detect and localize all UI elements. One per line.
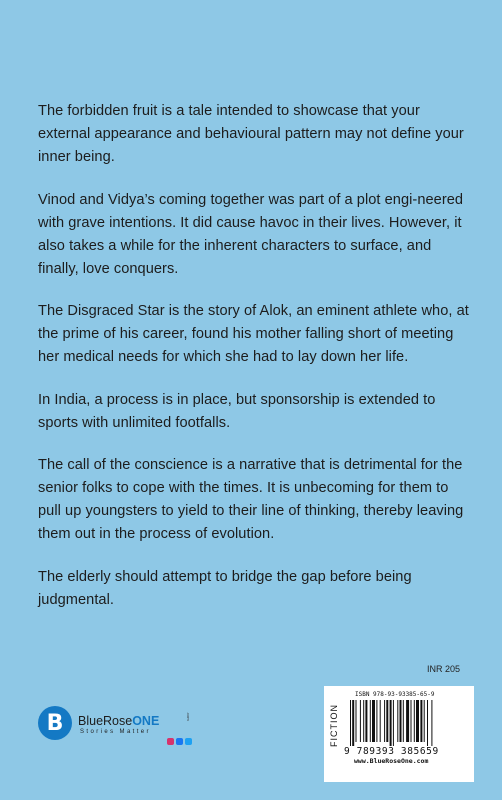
- publisher-website: www.BlueRoseOne.com: [354, 757, 429, 765]
- price-label: INR 205: [427, 664, 461, 674]
- genre-label: FICTION: [329, 704, 339, 748]
- isbn-label: ISBN 978-93-93385-65-9: [355, 691, 435, 698]
- barcode-icon: [350, 700, 462, 746]
- publisher-name: [78, 714, 159, 728]
- facebook-icon: [176, 738, 183, 745]
- publisher-name-part1: BlueRose: [78, 714, 133, 728]
- logo-letter: B: [46, 710, 64, 736]
- social-icons: [167, 738, 192, 745]
- publisher-domain-suffix: .com: [186, 712, 191, 721]
- blurb-paragraph-6: The elderly should attempt to bridge the gap before being judgmental.: [38, 568, 412, 608]
- blurb-paragraph-5: The call of the conscience is a narrative that is detrimental for the senior folks to cope with the times. It is unbecoming for them to pull up youngsters to yield to their line of thinking, thereby leaving them out in the process of evolution.: [38, 457, 464, 542]
- isbn-digits: 9 789393 385659: [344, 746, 439, 757]
- blurb-paragraph-2: Vinod and Vidya’s coming together was part of a plot engi-neered with grave intentions. It did cause havoc in their lives. However, it also takes a while for the inherent characters to surface, and finally, love conquers.: [38, 191, 464, 277]
- publisher-name-part2: ONE: [132, 714, 160, 728]
- blurb-paragraph-3: The Disgraced Star is the story of Alok, an eminent athlete who, at the prime of his career, found his mother falling short of meeting her medical needs for which she had to lay down her life.: [38, 303, 469, 365]
- bluerose-logo-icon: [38, 706, 72, 740]
- publisher-logo: [38, 706, 198, 754]
- instagram-icon: [167, 738, 174, 745]
- back-cover-blurb: [38, 100, 474, 631]
- blurb-paragraph-1: The forbidden fruit is a tale intended to showcase that your external appearance and behavioural pattern may not define your inner being.: [38, 103, 464, 165]
- blurb-paragraph-4: In India, a process is in place, but sponsorship is extended to sports with unlimited footfalls.: [38, 391, 436, 431]
- publisher-tagline: Stories Matter: [80, 729, 151, 735]
- twitter-icon: [185, 738, 192, 745]
